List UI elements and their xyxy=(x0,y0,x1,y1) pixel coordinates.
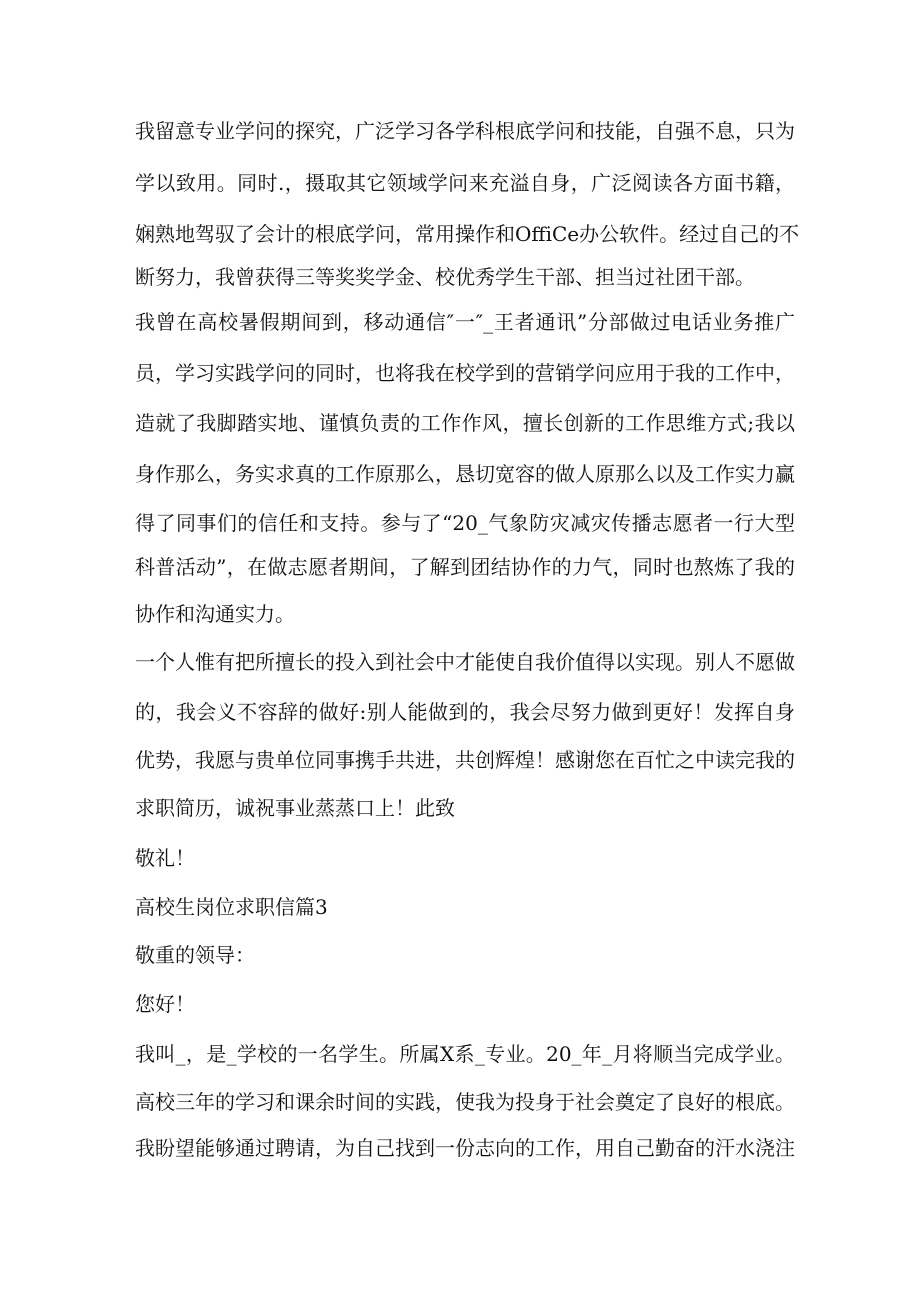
text-line: 员，学习实践学问的同时，也将我在校学到的营销学问应用于我的工作中， xyxy=(135,361,795,385)
text-line: 优势，我愿与贵单位同事携手共进，共创辉煌！感谢您在百忙之中读完我的 xyxy=(135,748,795,772)
text-line: 身作那么，务实求真的工作原那么，恳切宽容的做人原那么以及工作实力赢 xyxy=(135,462,795,486)
text-line: 科普活动”，在做志愿者期间，了解到团结协作的力气，同时也熬炼了我的 xyxy=(135,555,795,579)
text-line: 我曾在高校暑假期间到，移动通信″一″_王者通讯”分部做过电话业务推广 xyxy=(135,310,795,334)
text-line: 断努力，我曾获得三等奖奖学金、校优秀学生干部、担当过社团干部。 xyxy=(135,265,755,289)
text-line: 学以致用。同时.，摄取其它领域学问来充溢自身，广泛阅读各方面书籍， xyxy=(135,171,795,195)
text-line: 娴熟地驾驭了会计的根底学问，常用操作和OffiCe办公软件。经过自己的不 xyxy=(135,222,800,246)
salutation: 敬重的领导： xyxy=(135,943,255,967)
text-line: 高校三年的学习和课余时间的实践，使我为投身于社会奠定了良好的根底。 xyxy=(135,1090,795,1114)
text-line: 一个人惟有把所擅长的投入到社会中才能使自我价值得以实现。别人不愿做 xyxy=(135,650,795,674)
text-line: 敬礼！ xyxy=(135,846,195,870)
text-line: 协作和沟通实力。 xyxy=(135,602,295,626)
section-heading: 高校生岗位求职信篇3 xyxy=(135,895,328,919)
text-line: 造就了我脚踏实地、谨慎负责的工作作风，擅长创新的工作思维方式;我以 xyxy=(135,411,795,435)
text-line: 的，我会义不容辞的做好:别人能做到的，我会尽努力做到更好！发挥自身 xyxy=(135,700,795,724)
greeting: 您好！ xyxy=(135,992,195,1016)
text-line: 我留意专业学问的探究，广泛学习各学科根底学问和技能，自强不息，只为 xyxy=(135,119,795,143)
text-line: 我盼望能够通过聘请，为自己找到一份志向的工作，用自己勤奋的汗水浇注 xyxy=(135,1136,795,1160)
text-line: 我叫_，是_学校的一名学生。所属X系_专业。20_年_月将顺当完成学业。 xyxy=(135,1042,795,1066)
text-line: 求职简历，诚祝事业蒸蒸口上！此致 xyxy=(135,796,455,820)
text-line: 得了同事们的信任和支持。参与了“20_气象防灾减灾传播志愿者一行大型 xyxy=(135,511,795,535)
